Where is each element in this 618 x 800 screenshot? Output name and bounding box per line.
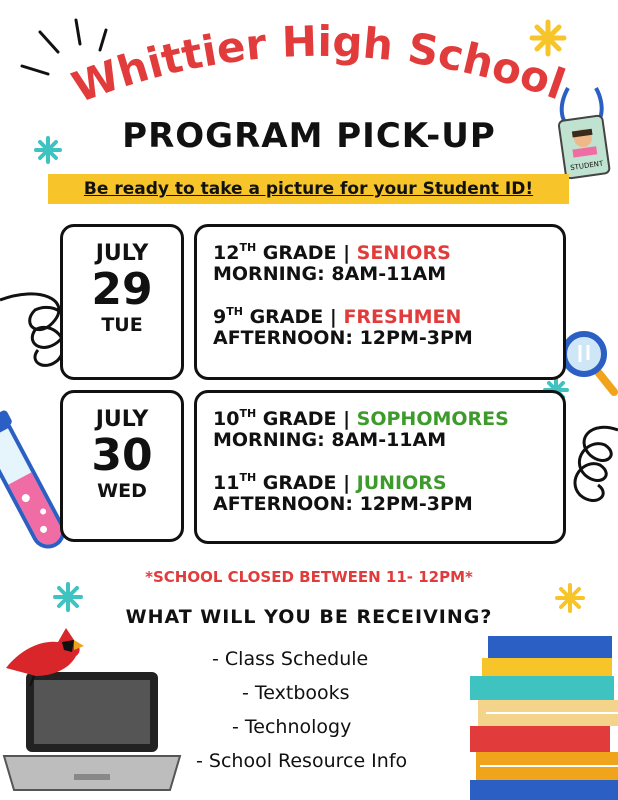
session-grade-line: 10TH GRADE | SOPHOMORES [213, 407, 509, 430]
schedule-box [194, 390, 566, 544]
svg-text:Whittier High School [66, 17, 571, 112]
grade-suffix: TH [226, 305, 243, 318]
session-time: MORNING: 8AM-11AM [213, 429, 447, 451]
badge-label: STUDENT [569, 159, 604, 173]
date-month: JULY [95, 407, 149, 432]
date-weekday: TUE [101, 314, 143, 336]
grade-word: GRADE [262, 242, 337, 264]
grade-word: GRADE [262, 408, 337, 430]
group-name: FRESHMEN [343, 306, 462, 328]
book-stack-icon [470, 636, 618, 800]
student-id-banner: Be ready to take a picture for your Student ID! [83, 179, 534, 199]
receiving-item: - Technology [232, 716, 352, 738]
schedule-box [194, 224, 566, 380]
group-name: JUNIORS [356, 472, 447, 494]
spiral-doodle-icon [0, 294, 67, 366]
receiving-item: - School Resource Info [196, 750, 408, 772]
school-name-title [0, 0, 618, 120]
grade-word: GRADE [249, 306, 324, 328]
receiving-item: - Textbooks [242, 682, 350, 704]
event-title: PROGRAM PICK-UP [122, 116, 496, 156]
session-grade-line: 11TH GRADE | JUNIORS [213, 471, 447, 494]
receiving-heading: WHAT WILL YOU BE RECEIVING? [125, 606, 493, 628]
session-time: MORNING: 8AM-11AM [213, 263, 447, 285]
grade-suffix: TH [239, 241, 257, 254]
laptop-icon [4, 672, 180, 790]
group-name: SOPHOMORES [356, 408, 509, 430]
magnifying-glass-icon [564, 334, 614, 392]
grade-number: 11 [213, 472, 240, 494]
grade-word: GRADE [262, 472, 337, 494]
grade-number: 12 [213, 242, 240, 264]
grade-number: 9 [213, 306, 227, 328]
grade-suffix: TH [239, 407, 257, 420]
date-box [60, 224, 184, 380]
receiving-item: - Class Schedule [212, 648, 369, 670]
session-time: AFTERNOON: 12PM-3PM [213, 493, 473, 515]
session-grade-line: 9TH GRADE | FRESHMEN [213, 305, 462, 328]
session-grade-line: 12TH GRADE | SENIORS [213, 241, 451, 264]
date-box [60, 390, 184, 542]
date-month: JULY [95, 241, 149, 266]
date-day: 29 [91, 264, 153, 315]
date-day: 30 [91, 430, 153, 481]
school-closed-notice: *SCHOOL CLOSED BETWEEN 11- 12PM* [145, 568, 473, 586]
school-name-text: Whittier High School [65, 16, 572, 113]
group-name: SENIORS [356, 242, 451, 264]
grade-number: 10 [213, 408, 240, 430]
grade-suffix: TH [239, 471, 257, 484]
date-weekday: WED [97, 480, 147, 502]
spiral-doodle-icon [575, 427, 618, 500]
session-time: AFTERNOON: 12PM-3PM [213, 327, 473, 349]
